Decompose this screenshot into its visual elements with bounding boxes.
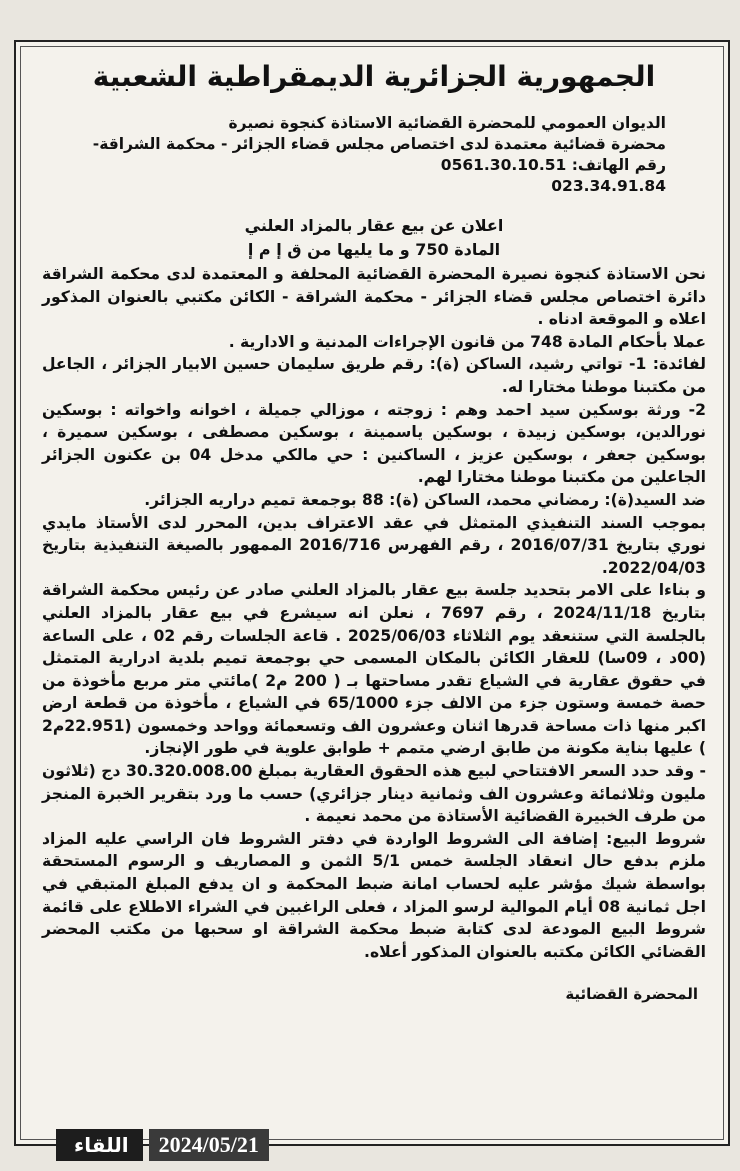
paragraph-intro: نحن الاستاذة كنجوة نصيرة المحضرة القضائية المحلفة و المعتمدة لدى محكمة الشراقة دائرة اختصاص مجلس قضاء الجزائر - محكمة الشراقة - الكائن مكتبي بالعنوان المذكور اعلاه و الموقعة ادناه . bbox=[42, 265, 706, 329]
page-title: الجمهورية الجزائرية الديمقراطية الشعبية bbox=[92, 60, 656, 93]
notice-body bbox=[42, 263, 706, 963]
office-line-1: الديوان العمومي للمحضرة القضائية الاستاذة كنجوة نصيرة bbox=[228, 114, 666, 132]
notice-subheading: المادة 750 و ما يليها من ق إ م إ bbox=[247, 240, 501, 259]
phone-number-1: 0561.30.10.51 bbox=[440, 156, 567, 174]
paragraph-legal-basis: عملا بأحكام المادة 748 من قانون الإجراءات المدنية و الادارية . bbox=[228, 332, 706, 351]
paragraph-auction-details: و بناءا على الامر بتحديد جلسة بيع عقار بالمزاد العلني صادر عن رئيس محكمة الشراقة بتاريخ 2024/11/18 ، رقم 7697 ، نعلن انه سيشرع في بيع عقار بالمزاد العلني بالجلسة التي ستنعقد يوم الثلاثاء 2025/06/03 . قاعة الجلسات رقم 02 ، على الساعة (00د ، 09سا) للعقار الكائن بالمكان المسمى حي بوجمعة تميم بلدية ادرارية المتمثل في حقوق عقارية في الشياع تقدر مساحتها بـ ( 200 م2 )مائتي متر مربع مأخوذة من حصة خمسة وستون جزء من الالف جزء 65/1000 في الشياع ، مأخوذة من قطعة ارض اكبر منها ذات مساحة قدرها اثنان وعشرون الف وتسعمائة وواحد وخمسون (22.951م2 ) عليها بناية مكونة من طابق ارضي متمم + طوابق علوية في طور الإنجاز. bbox=[42, 581, 707, 758]
notice-frame bbox=[14, 40, 730, 1157]
phone-line bbox=[42, 155, 666, 176]
publication-date: 2024/05/21 bbox=[149, 1129, 269, 1161]
phone-label: رقم الهاتف: bbox=[571, 156, 666, 174]
office-line-2: محضرة قضائية معتمدة لدى اختصاص مجلس قضاء الجزائر - محكمة الشراقة- bbox=[92, 135, 666, 153]
phone-number-2: 023.34.91.84 bbox=[551, 177, 666, 195]
paragraph-sale-conditions: شروط البيع: إضافة الى الشروط الواردة في دفتر الشروط فان الراسي عليه المزاد ملزم بدفع حال انعقاد الجلسة خمس 5/1 الثمن و المصاريف و الرسوم المستحقة بواسطة شيك مؤشر عليه لحساب امانة ضبط المحكمة و ان يدفع المبلغ المتبقي في اجل ثمانية 08 أيام الموالية لرسو المزاد ، فعلى الراغبين في الشراء الاطلاع على قائمة شروط البيع المودعة لدى كتابة ضبط محكمة الشراقة او سحبها من مكتب المحضر القضائي الكائن مكتبه بالعنوان المذكور أعلاه. bbox=[42, 829, 707, 961]
paragraph-opening-price: - وقد حدد السعر الافتتاحي لبيع هذه الحقوق العقارية بمبلغ 30.320.008.00 دج (ثلاثون مليون وثلاثمائة وعشرون الف وثمانية دينار جزائري) حسب ما ورد بتقرير الخبرة المنجز من طرف الخبيرة القضائية الأستاذة من محمد نعيمة . bbox=[42, 762, 706, 826]
newspaper-name: اللقاء bbox=[56, 1129, 143, 1161]
notice-heading: اعلان عن بيع عقار بالمزاد العلني bbox=[244, 216, 504, 235]
phone-line-2 bbox=[42, 176, 666, 197]
paragraph-beneficiary-2: 2- ورثة بوسكين سيد احمد وهم : زوجته ، موزالي جميلة ، اخوانه واخواته : بوسكين نورالدين، بوسكين زبيدة ، بوسكين ياسمينة ، بوسكين مصطفى ، بوسكين سميرة ، بوسكين جعفر ، بوسكين عزيز ، الساكنين : حي مالكي مدخل 04 بن عكنون الجزائر الجاعلين من مكتبنا موطنا مختارا لهم. bbox=[42, 400, 707, 487]
footer-bar bbox=[56, 1128, 356, 1162]
paragraph-against: ضد السيد(ة): رمضاني محمد، الساكن (ة): 88 بوجمعة تميم دراريه الجزائر. bbox=[144, 490, 706, 509]
paragraph-beneficiary-1: لفائدة: 1- تواتي رشيد، الساكن (ة): رقم طريق سليمان حسين الابيار الجزائر ، الجاعل من مكتبنا موطنا مختارا له. bbox=[42, 355, 706, 396]
notice-content bbox=[42, 60, 706, 1003]
paragraph-enforcement-title: بموجب السند التنفيذي المتمثل في عقد الاعتراف بدين، المحرر لدى الأستاذ مايدي نوري بتاريخ 2016/07/31 ، رقم الفهرس 2016/716 الممهور بالصيغة التنفيذية بتاريخ 2022/04/03. bbox=[42, 513, 706, 577]
signature: المحضرة القضائية bbox=[565, 985, 698, 1004]
office-block bbox=[42, 113, 666, 197]
